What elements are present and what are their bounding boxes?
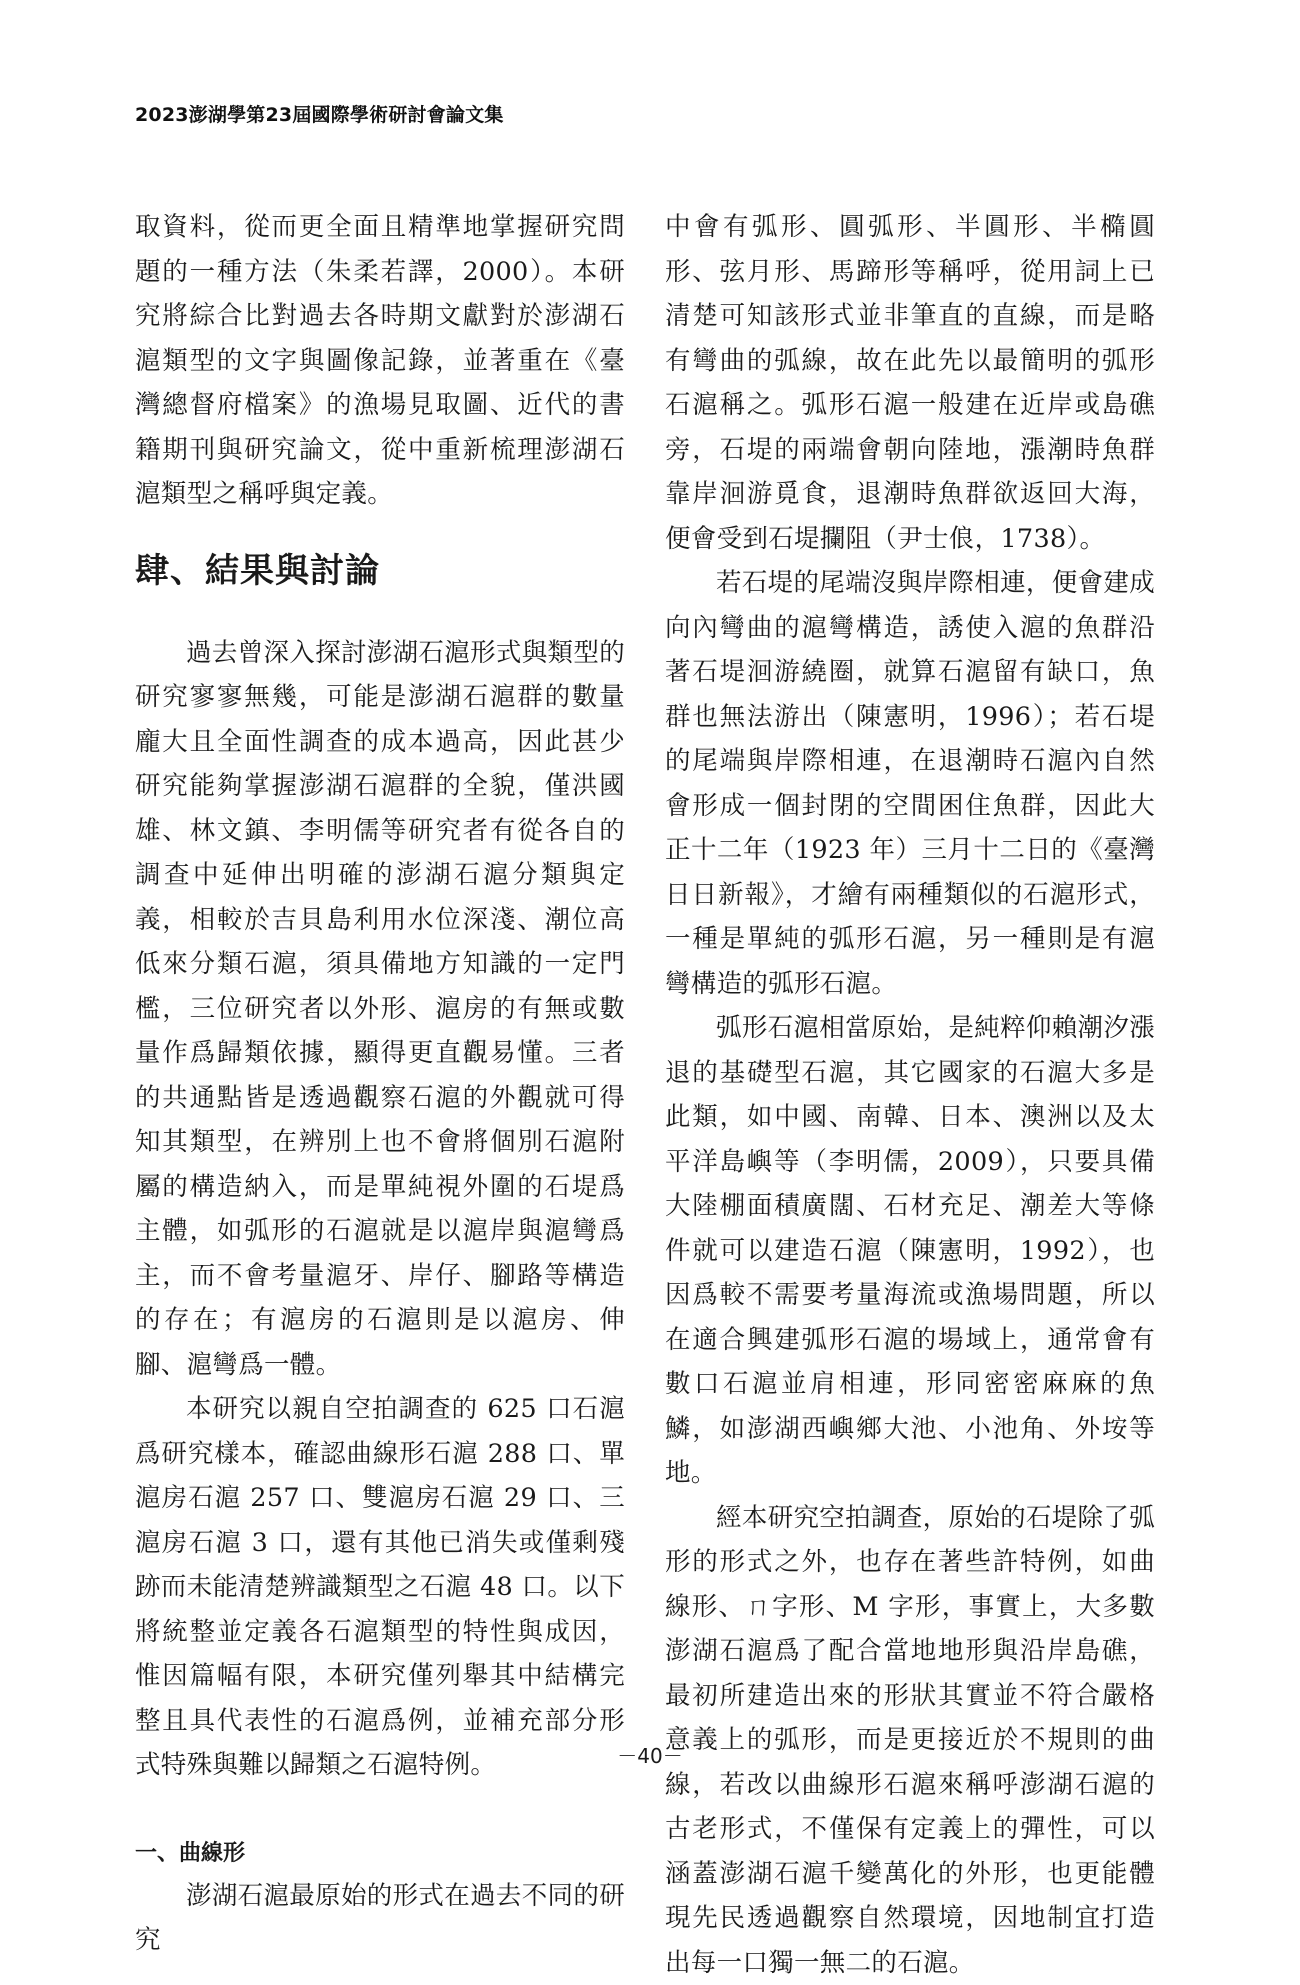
right-column	[665, 205, 1155, 1985]
intro-paragraph: 取資料，從而更全面且精準地掌握研究問題的一種方法（朱柔若譯，2000）。本研究將綜合比對過去各時期文獻對於澎湖石滬類型的文字與圖像記錄，並著重在《臺灣總督府檔案》的漁場見取圖、近代的書籍期刊與研究論文，從中重新梳理澎湖石滬類型之稱呼與定義。	[135, 205, 625, 517]
body-paragraph: 中會有弧形、圓弧形、半圓形、半橢圓形、弦月形、馬蹄形等稱呼，從用詞上已清楚可知該形式並非筆直的直線，而是略有彎曲的弧線，故在此先以最簡明的弧形石滬稱之。弧形石滬一般建在近岸或島礁旁，石堤的兩端會朝向陸地，漲潮時魚群靠岸洄游覓食，退潮時魚群欲返回大海，便會受到石堤攔阻（尹士俍，1738）。	[665, 205, 1155, 561]
section-title: 肆、結果與討論	[135, 547, 625, 595]
running-header: 2023澎湖學第23屆國際學術研討會論文集	[135, 100, 504, 127]
body-paragraph: 本研究以親自空拍調查的 625 口石滬爲研究樣本，確認曲線形石滬 288 口、單滬房石滬 257 口、雙滬房石滬 29 口、三滬房石滬 3 口，還有其他已消失或僅剩殘跡而未能清楚辨識類型之石滬 48 口。以下將統整並定義各石滬類型的特性與成因，惟因篇幅有限，本研究僅列舉其中結構完整且具代表性的石滬爲例，並補充部分形式特殊與難以歸類之石滬特例。	[135, 1387, 625, 1788]
left-column	[135, 205, 625, 1963]
body-paragraph: 弧形石滬相當原始，是純粹仰賴潮汐漲退的基礎型石滬，其它國家的石滬大多是此類，如中國、南韓、日本、澳洲以及太平洋島嶼等（李明儒，2009），只要具備大陸棚面積廣闊、石材充足、潮差大等條件就可以建造石滬（陳憲明，1992），也因爲較不需要考量海流或漁場問題，所以在適合興建弧形石滬的場域上，通常會有數口石滬並肩相連，形同密密麻麻的魚鱗，如澎湖西嶼鄉大池、小池角、外垵等地。	[665, 1006, 1155, 1496]
body-paragraph: 過去曾深入探討澎湖石滬形式與類型的研究寥寥無幾，可能是澎湖石滬群的數量龐大且全面性調查的成本過高，因此甚少研究能夠掌握澎湖石滬群的全貌，僅洪國雄、林文鎮、李明儒等研究者有從各自的調查中延伸出明確的澎湖石滬分類與定義，相較於吉貝島利用水位深淺、潮位高低來分類石滬，須具備地方知識的一定門檻，三位研究者以外形、滬房的有無或數量作爲歸類依據，顯得更直觀易懂。三者的共通點皆是透過觀察石滬的外觀就可得知其類型，在辨別上也不會將個別石滬附屬的構造納入，而是單純視外圍的石堤爲主體，如弧形的石滬就是以滬岸與滬彎爲主，而不會考量滬牙、岸仔、腳路等構造的存在；有滬房的石滬則是以滬房、伸腳、滬彎爲一體。	[135, 631, 625, 1388]
subsection-title: 一、曲線形	[135, 1834, 625, 1874]
body-paragraph: 若石堤的尾端沒與岸際相連，便會建成向內彎曲的滬彎構造，誘使入滬的魚群沿著石堤洄游繞圈，就算石滬留有缺口，魚群也無法游出（陳憲明，1996）；若石堤的尾端與岸際相連，在退潮時石滬內自然會形成一個封閉的空間困住魚群，因此大正十二年（1923 年）三月十二日的《臺灣日日新報》，才繪有兩種類似的石滬形式，一種是單純的弧形石滬，另一種則是有滬彎構造的弧形石滬。	[665, 561, 1155, 1006]
body-paragraph: 經本研究空拍調查，原始的石堤除了弧形的形式之外，也存在著些許特例，如曲線形、ㄇ字形、M 字形，事實上，大多數澎湖石滬爲了配合當地地形與沿岸島礁，最初所建造出來的形狀其實並不符合嚴格意義上的弧形，而是更接近於不規則的曲線，若改以曲線形石滬來稱呼澎湖石滬的古老形式，不僅保有定義上的彈性，可以涵蓋澎湖石滬千變萬化的外形，也更能體現先民透過觀察自然環境，因地制宜打造出每一口獨一無二的石滬。	[665, 1496, 1155, 1985]
page-number: －40－	[0, 1740, 1300, 1769]
subsection-paragraph: 澎湖石滬最原始的形式在過去不同的研究	[135, 1874, 625, 1963]
